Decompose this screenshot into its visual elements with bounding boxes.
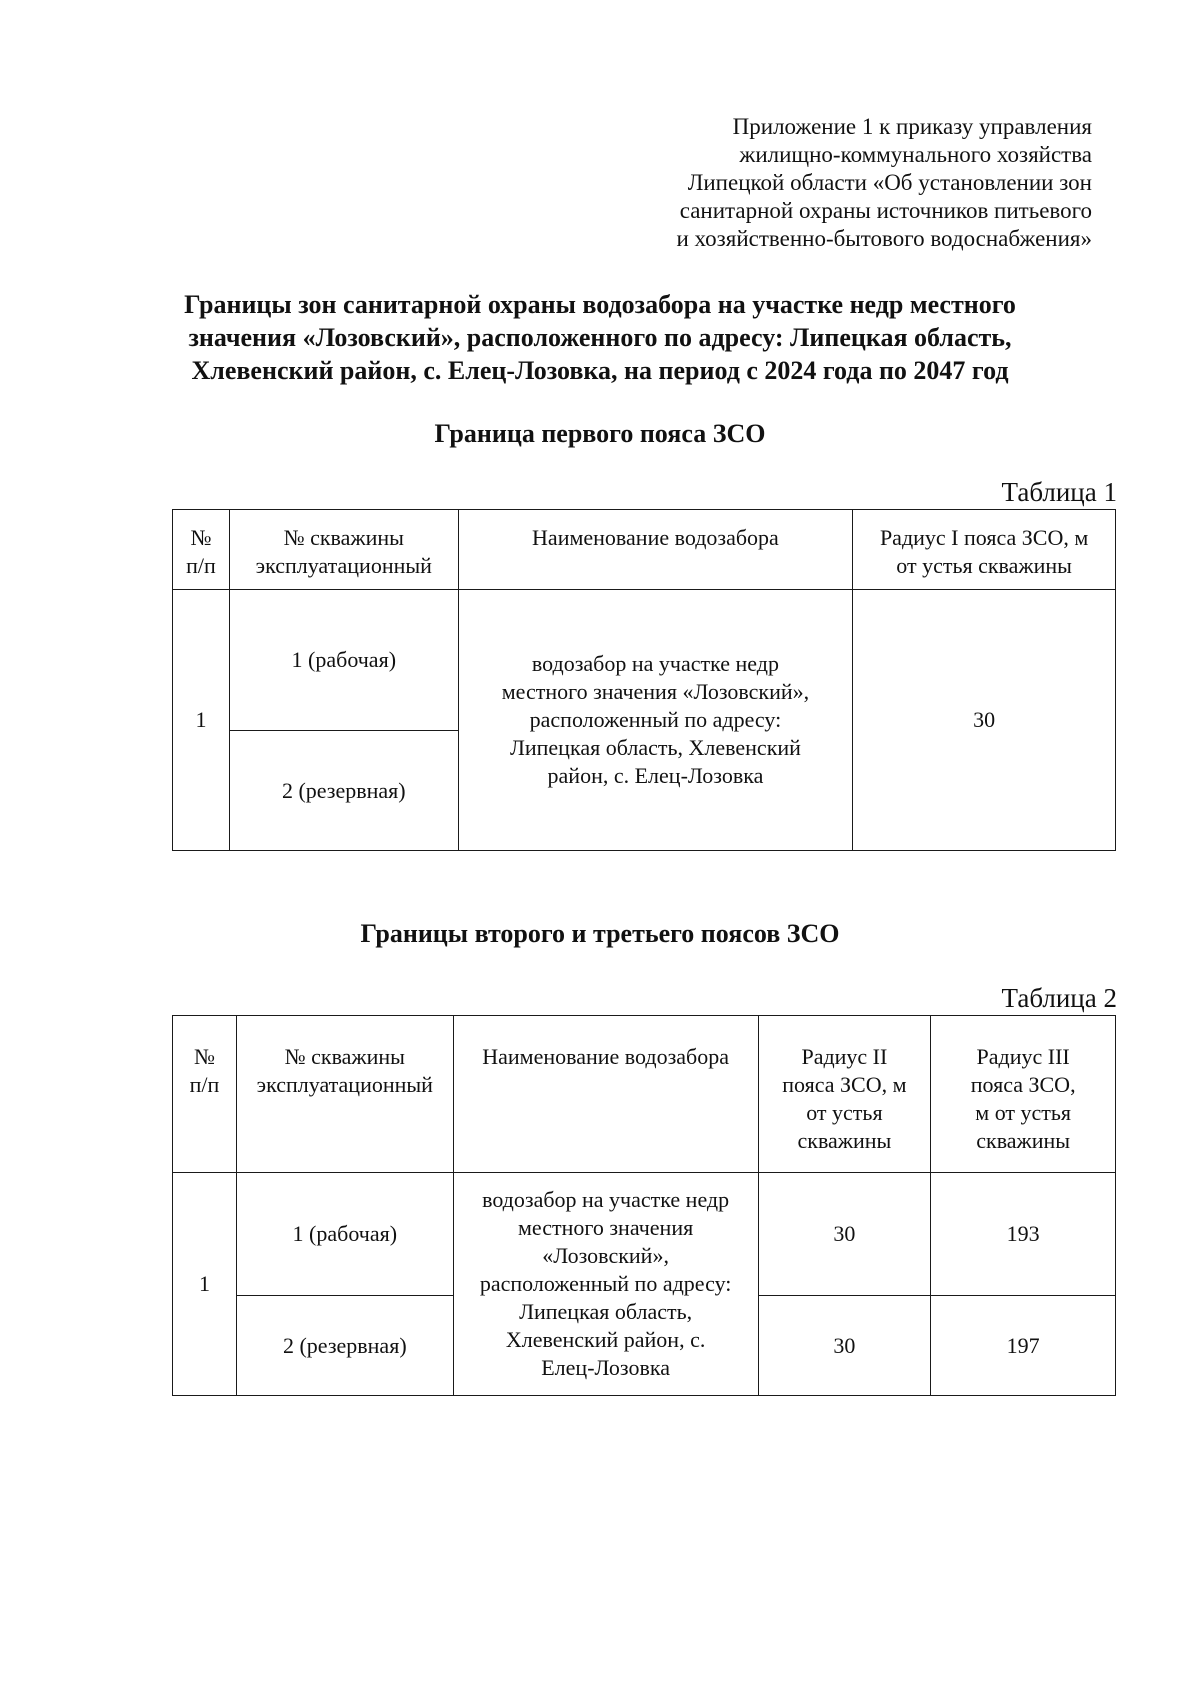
table1-header-num: № п/п (173, 510, 230, 590)
table1-well-reserve: 2 (резервная) (229, 731, 458, 851)
appendix-reference (572, 113, 1092, 253)
appendix-line: Липецкой области «Об установлении зон (687, 170, 1092, 195)
table1-well-working: 1 (рабочая) (229, 590, 458, 731)
table2-header-name: Наименование водозабора (453, 1016, 758, 1173)
table2-radius2-reserve: 30 (758, 1296, 931, 1396)
document-title (150, 288, 1050, 387)
table2-header-radius3: Радиус III пояса ЗСО, м от устья скважины (931, 1016, 1116, 1173)
table2-header-num: № п/п (173, 1016, 237, 1173)
table2-header-well: № скважины эксплуатационный (236, 1016, 453, 1173)
table1-header-row (173, 510, 1116, 590)
table2-intake-name: водозабор на участке недр местного значения «Лозовский», расположенный по адресу: Липецкая область, Хлевенский район, с. Елец-Лозовка (453, 1173, 758, 1396)
table2-well-working: 1 (рабочая) (236, 1173, 453, 1296)
table1-caption: Таблица 1 (1001, 477, 1117, 507)
appendix-line: жилищно-коммунального хозяйства (739, 142, 1092, 167)
table2-well-reserve: 2 (резервная) (236, 1296, 453, 1396)
section2-title: Границы второго и третьего поясов ЗСО (360, 919, 840, 948)
title-line: Границы зон санитарной охраны водозабора на участке недр местного (184, 290, 1016, 319)
table2-radius3-reserve: 197 (931, 1296, 1116, 1396)
appendix-line: Приложение 1 к приказу управления (732, 114, 1092, 139)
appendix-line: и хозяйственно-бытового водоснабжения» (676, 226, 1092, 251)
table1 (172, 509, 1116, 851)
table1-header-name: Наименование водозабора (458, 510, 853, 590)
table-row (173, 590, 1116, 731)
table2-radius2-working: 30 (758, 1173, 931, 1296)
table2-header-row (173, 1016, 1116, 1173)
appendix-line: санитарной охраны источников питьевого (679, 198, 1092, 223)
table1-intake-name: водозабор на участке недр местного значения «Лозовский», расположенный по адресу: Липецкая область, Хлевенский район, с. Елец-Лозовка (458, 590, 853, 851)
title-line: значения «Лозовский», расположенного по адресу: Липецкая область, (188, 323, 1012, 352)
title-line: Хлевенский район, с. Елец-Лозовка, на период с 2024 года по 2047 год (191, 356, 1009, 385)
table1-header-well: № скважины эксплуатационный (229, 510, 458, 590)
table-row (173, 1173, 1116, 1296)
table2-row-num: 1 (173, 1173, 237, 1396)
table2-radius3-working: 193 (931, 1173, 1116, 1296)
table2 (172, 1015, 1116, 1396)
table1-radius-value: 30 (853, 590, 1116, 851)
section1-title: Граница первого пояса ЗСО (434, 419, 766, 448)
table2-header-radius2: Радиус II пояса ЗСО, м от устья скважины (758, 1016, 931, 1173)
table1-row-num: 1 (173, 590, 230, 851)
table2-caption: Таблица 2 (1001, 983, 1117, 1013)
table1-header-radius: Радиус I пояса ЗСО, м от устья скважины (853, 510, 1116, 590)
